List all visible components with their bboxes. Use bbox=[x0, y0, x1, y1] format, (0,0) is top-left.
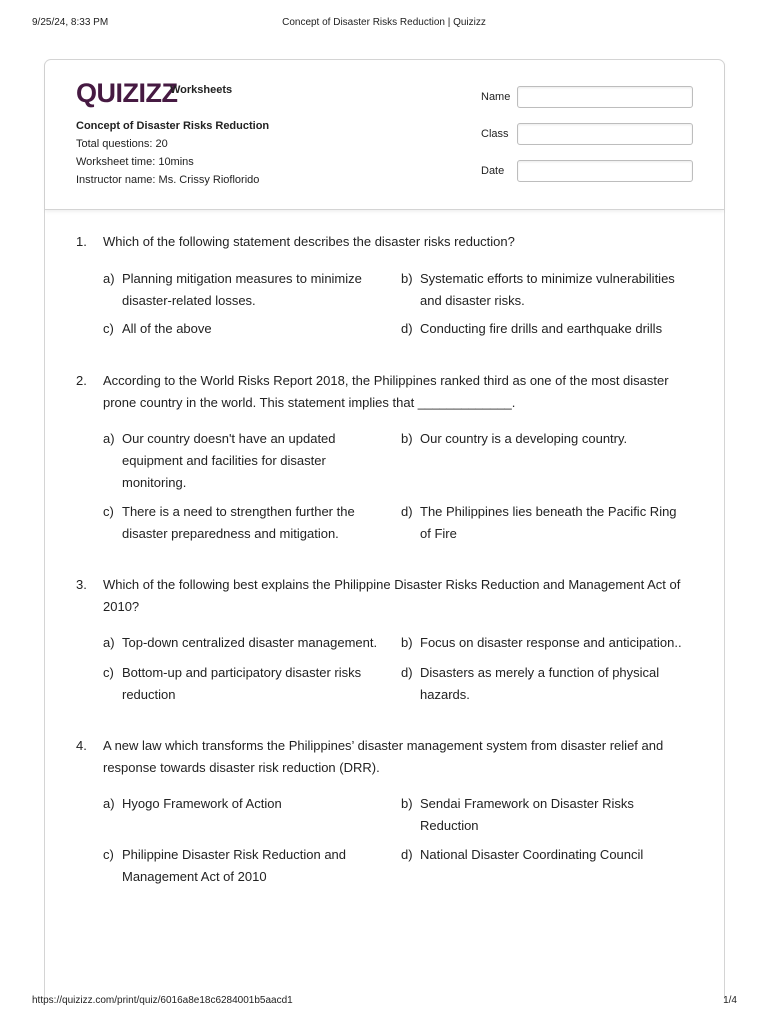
worksheet-header bbox=[45, 60, 724, 210]
name-label: Name bbox=[481, 91, 511, 103]
total-questions: Total questions: 20 bbox=[76, 138, 168, 150]
page-number: 1/4 bbox=[723, 995, 737, 1006]
question-text: Which of the following best explains the Philippine Disaster Risks Reduction and Management Act of 2010? bbox=[103, 577, 681, 614]
question-text: Which of the following statement describes the disaster risks reduction? bbox=[103, 234, 515, 249]
date-label: Date bbox=[481, 165, 505, 177]
question-number: 1. bbox=[76, 234, 87, 249]
print-page-title: Concept of Disaster Risks Reduction | Quizizz bbox=[282, 17, 486, 28]
print-header bbox=[0, 17, 768, 31]
worksheet-time: Worksheet time: 10mins bbox=[76, 156, 194, 168]
date-field[interactable] bbox=[517, 160, 693, 182]
print-footer bbox=[0, 995, 768, 1009]
print-url: https://quizizz.com/print/quiz/6016a8e18c6284001b5aacd1 bbox=[32, 995, 293, 1006]
worksheet-title: Concept of Disaster Risks Reduction bbox=[76, 120, 270, 132]
product-label: Worksheets bbox=[170, 84, 233, 96]
name-field[interactable] bbox=[517, 86, 693, 108]
question-text: A new law which transforms the Philippines’ disaster management system from disaster relief and response towards disaster risk reduction (DRR). bbox=[103, 738, 664, 775]
class-label: Class bbox=[481, 128, 509, 140]
instructor-name: Instructor name: Ms. Crissy Rioflorido bbox=[76, 174, 260, 186]
worksheet-card: QUIZIZZ Worksheets Concept of Disaster Risks Reduction Total questions: 20 Worksheet time: 10mins Instructor name: Ms. Crissy Rioflorido Name Class Date 1. Which of the following statement describes the disaster risks reduction? a) Planning mitigation measures to minimize disaster-related losses. b) Systematic efforts to minimize vulnerabilities and disaster risks. c) All of the above d) Conducting fire drills and earthquake drills 2. According to the World Risks Report 2018, the Philippines ranked third as one of the most disaster prone country in the world. This statement implies that _____________. a) Our country doesn't have an updated equipment and facilities for disaster monitoring. b) Our country is a developing country. c) There is a need to strengthen further the disaster preparedness and mitigation. d) The Philippines lies beneath the Pacific Ring of Fire 3. Which of the following best explains the Philippine Disaster Risks Reduction and Management Act of 2010? a) Top-down centralized disaster management. b) Focus on disaster response and anticipation.. c) Bottom-up and participatory disaster risks reduction d) Disasters as merely a function of physical hazards. 4. A new law which transforms the Philippines’ disaster management system from disaster relief and response towards disaster risk reduction (DRR). a) Hyogo Framework of Action b) Sendai Framework on Disaster Risks Reduction c) Philippine Disaster Risk Reduction and Management Act of 2010 d) National Disaster Coordinating Council bbox=[44, 59, 725, 999]
question-number: 4. bbox=[76, 738, 87, 753]
class-field[interactable] bbox=[517, 123, 693, 145]
print-timestamp: 9/25/24, 8:33 PM bbox=[32, 17, 109, 28]
question-text: According to the World Risks Report 2018, the Philippines ranked third as one of the most disaster prone country in the world. This statement implies that _____________. bbox=[103, 373, 669, 410]
question-number: 3. bbox=[76, 577, 87, 592]
question-number: 2. bbox=[76, 373, 87, 388]
quizizz-logo: QUIZIZZ bbox=[76, 78, 178, 108]
